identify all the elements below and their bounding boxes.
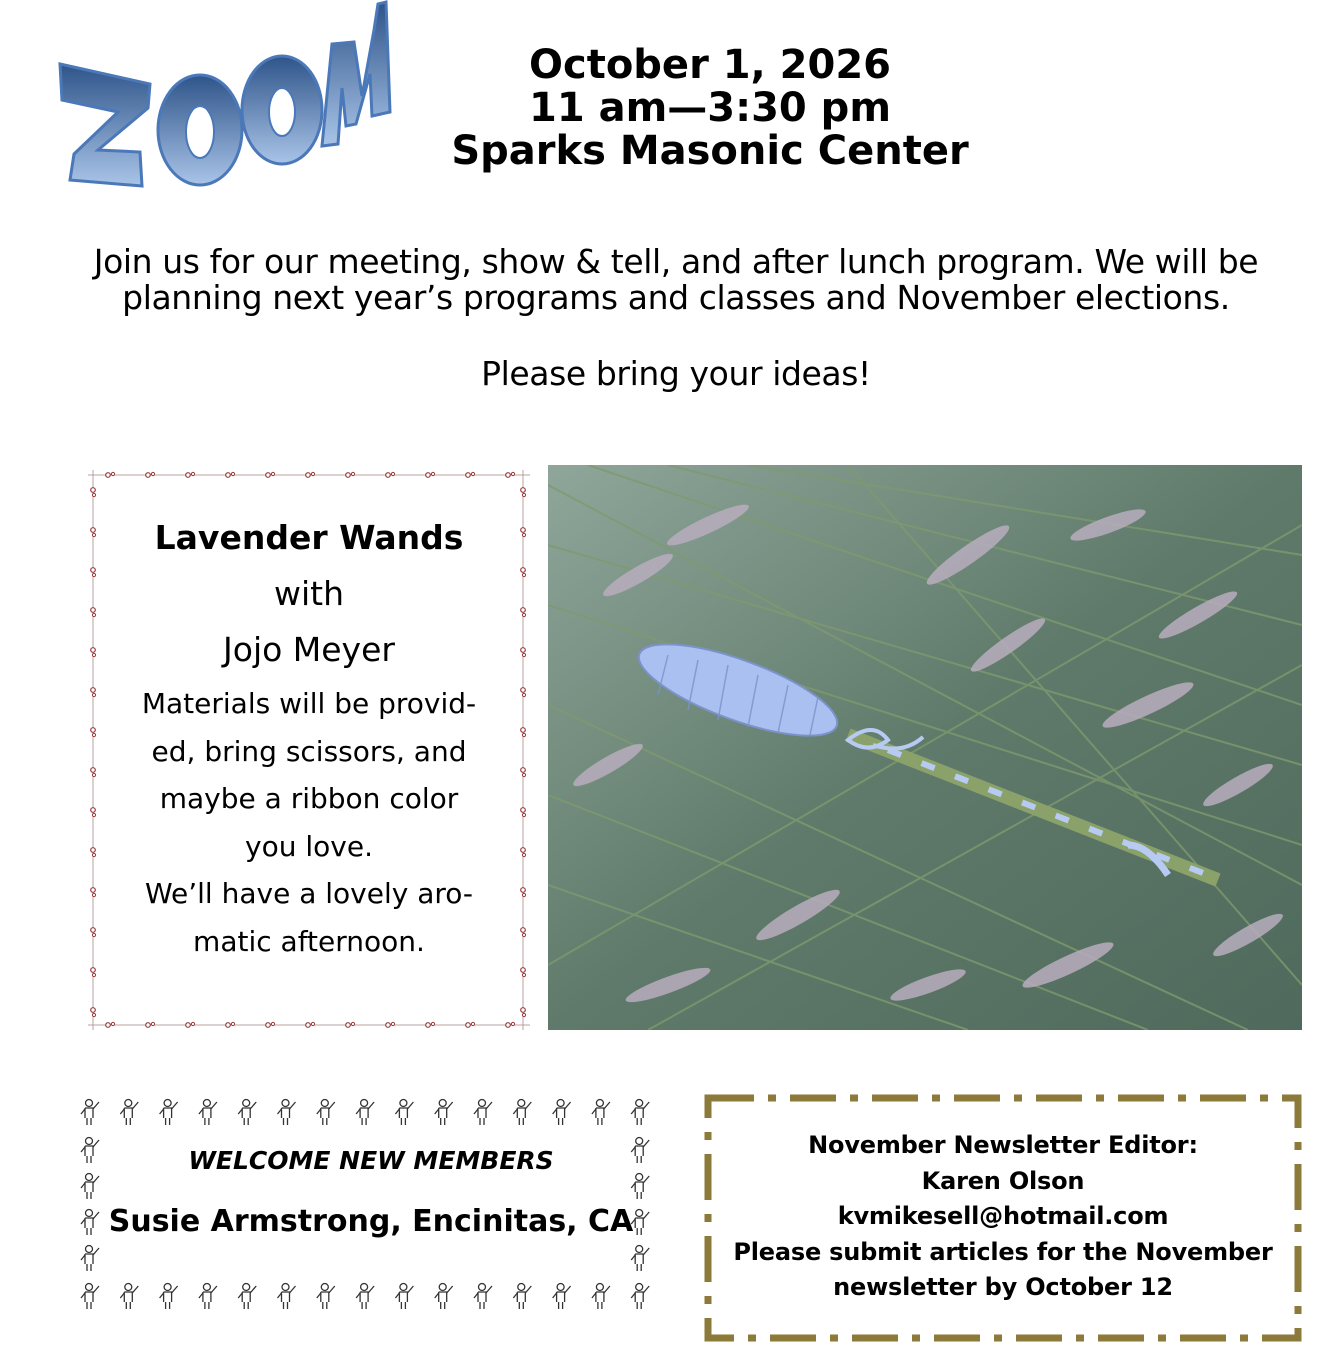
person-icon — [81, 1246, 99, 1272]
lavender-wand-photo — [548, 465, 1302, 1030]
zoom-wordart — [50, 0, 410, 200]
editor-box — [704, 1094, 1302, 1344]
person-icon — [631, 1100, 649, 1126]
program-text — [122, 510, 496, 965]
person-icon — [553, 1284, 571, 1310]
program-description — [122, 680, 496, 965]
program-body-line: maybe a ribbon color — [159, 782, 459, 815]
person-icon — [238, 1284, 256, 1310]
event-time: 11 am—3:30 pm — [529, 85, 891, 131]
program-presenter: Jojo Meyer — [223, 630, 395, 669]
person-icon — [395, 1284, 413, 1310]
person-icon — [317, 1284, 335, 1310]
person-icon — [631, 1284, 649, 1310]
person-icon — [81, 1174, 99, 1200]
event-header — [420, 44, 1000, 173]
person-icon — [474, 1284, 492, 1310]
program-body-line: ed, bring scissors, and — [151, 734, 467, 768]
person-icon — [553, 1100, 571, 1126]
person-icon — [631, 1246, 649, 1272]
person-icon — [356, 1100, 374, 1126]
person-icon — [592, 1100, 610, 1126]
person-icon — [81, 1210, 99, 1236]
person-icon — [278, 1284, 296, 1310]
person-icon — [435, 1100, 453, 1126]
editor-heading: November Newsletter Editor: — [808, 1131, 1198, 1159]
program-box — [88, 470, 530, 1030]
program-title: Lavender Wands — [154, 518, 464, 557]
person-icon — [395, 1100, 413, 1126]
welcome-heading: WELCOME NEW MEMBERS — [188, 1146, 554, 1175]
person-icon — [238, 1100, 256, 1126]
person-icon — [81, 1138, 99, 1164]
person-icon — [81, 1100, 99, 1126]
new-member-name: Susie Armstrong, Encinitas, CA — [108, 1204, 634, 1239]
person-icon — [513, 1100, 531, 1126]
person-icon — [356, 1284, 374, 1310]
program-body-line: Materials will be provid- — [141, 687, 477, 720]
event-date: October 1, 2026 — [528, 42, 891, 88]
person-icon — [631, 1174, 649, 1200]
person-icon — [120, 1284, 138, 1310]
person-icon — [435, 1284, 453, 1310]
lavender-photo-illustration — [548, 465, 1302, 1030]
program-body-line: matic afternoon. — [193, 924, 425, 958]
program-body-line: you love. — [245, 829, 373, 863]
person-icon — [631, 1138, 649, 1164]
person-icon — [81, 1284, 99, 1310]
intro-paragraph: Join us for our meeting, show & tell, and after lunch program. We will be planning next year’s programs and classes and November elections. — [93, 242, 1259, 317]
event-location: Sparks Masonic Center — [451, 128, 969, 174]
person-icon — [160, 1284, 178, 1310]
welcome-box — [76, 1094, 664, 1316]
person-icon — [513, 1284, 531, 1310]
person-icon — [317, 1100, 335, 1126]
person-icon — [199, 1100, 217, 1126]
zoom-letter-m — [322, 2, 390, 146]
zoom-logo — [50, 0, 410, 200]
person-icon — [592, 1284, 610, 1310]
program-with: with — [273, 574, 344, 613]
editor-email[interactable]: kvmikesell@hotmail.com — [837, 1202, 1169, 1230]
editor-deadline: newsletter by October 12 — [833, 1273, 1173, 1301]
person-icon — [160, 1100, 178, 1126]
call-to-action: Please bring your ideas! — [481, 354, 871, 393]
person-icon — [474, 1100, 492, 1126]
program-body-line: We’ll have a lovely aro- — [144, 877, 474, 910]
editor-text — [724, 1128, 1282, 1306]
person-icon — [199, 1284, 217, 1310]
zoom-letter-z — [60, 64, 150, 186]
editor-note-line: Please submit articles for the November — [733, 1237, 1273, 1266]
person-icon — [120, 1100, 138, 1126]
editor-name: Karen Olson — [921, 1166, 1085, 1195]
person-icon — [278, 1100, 296, 1126]
